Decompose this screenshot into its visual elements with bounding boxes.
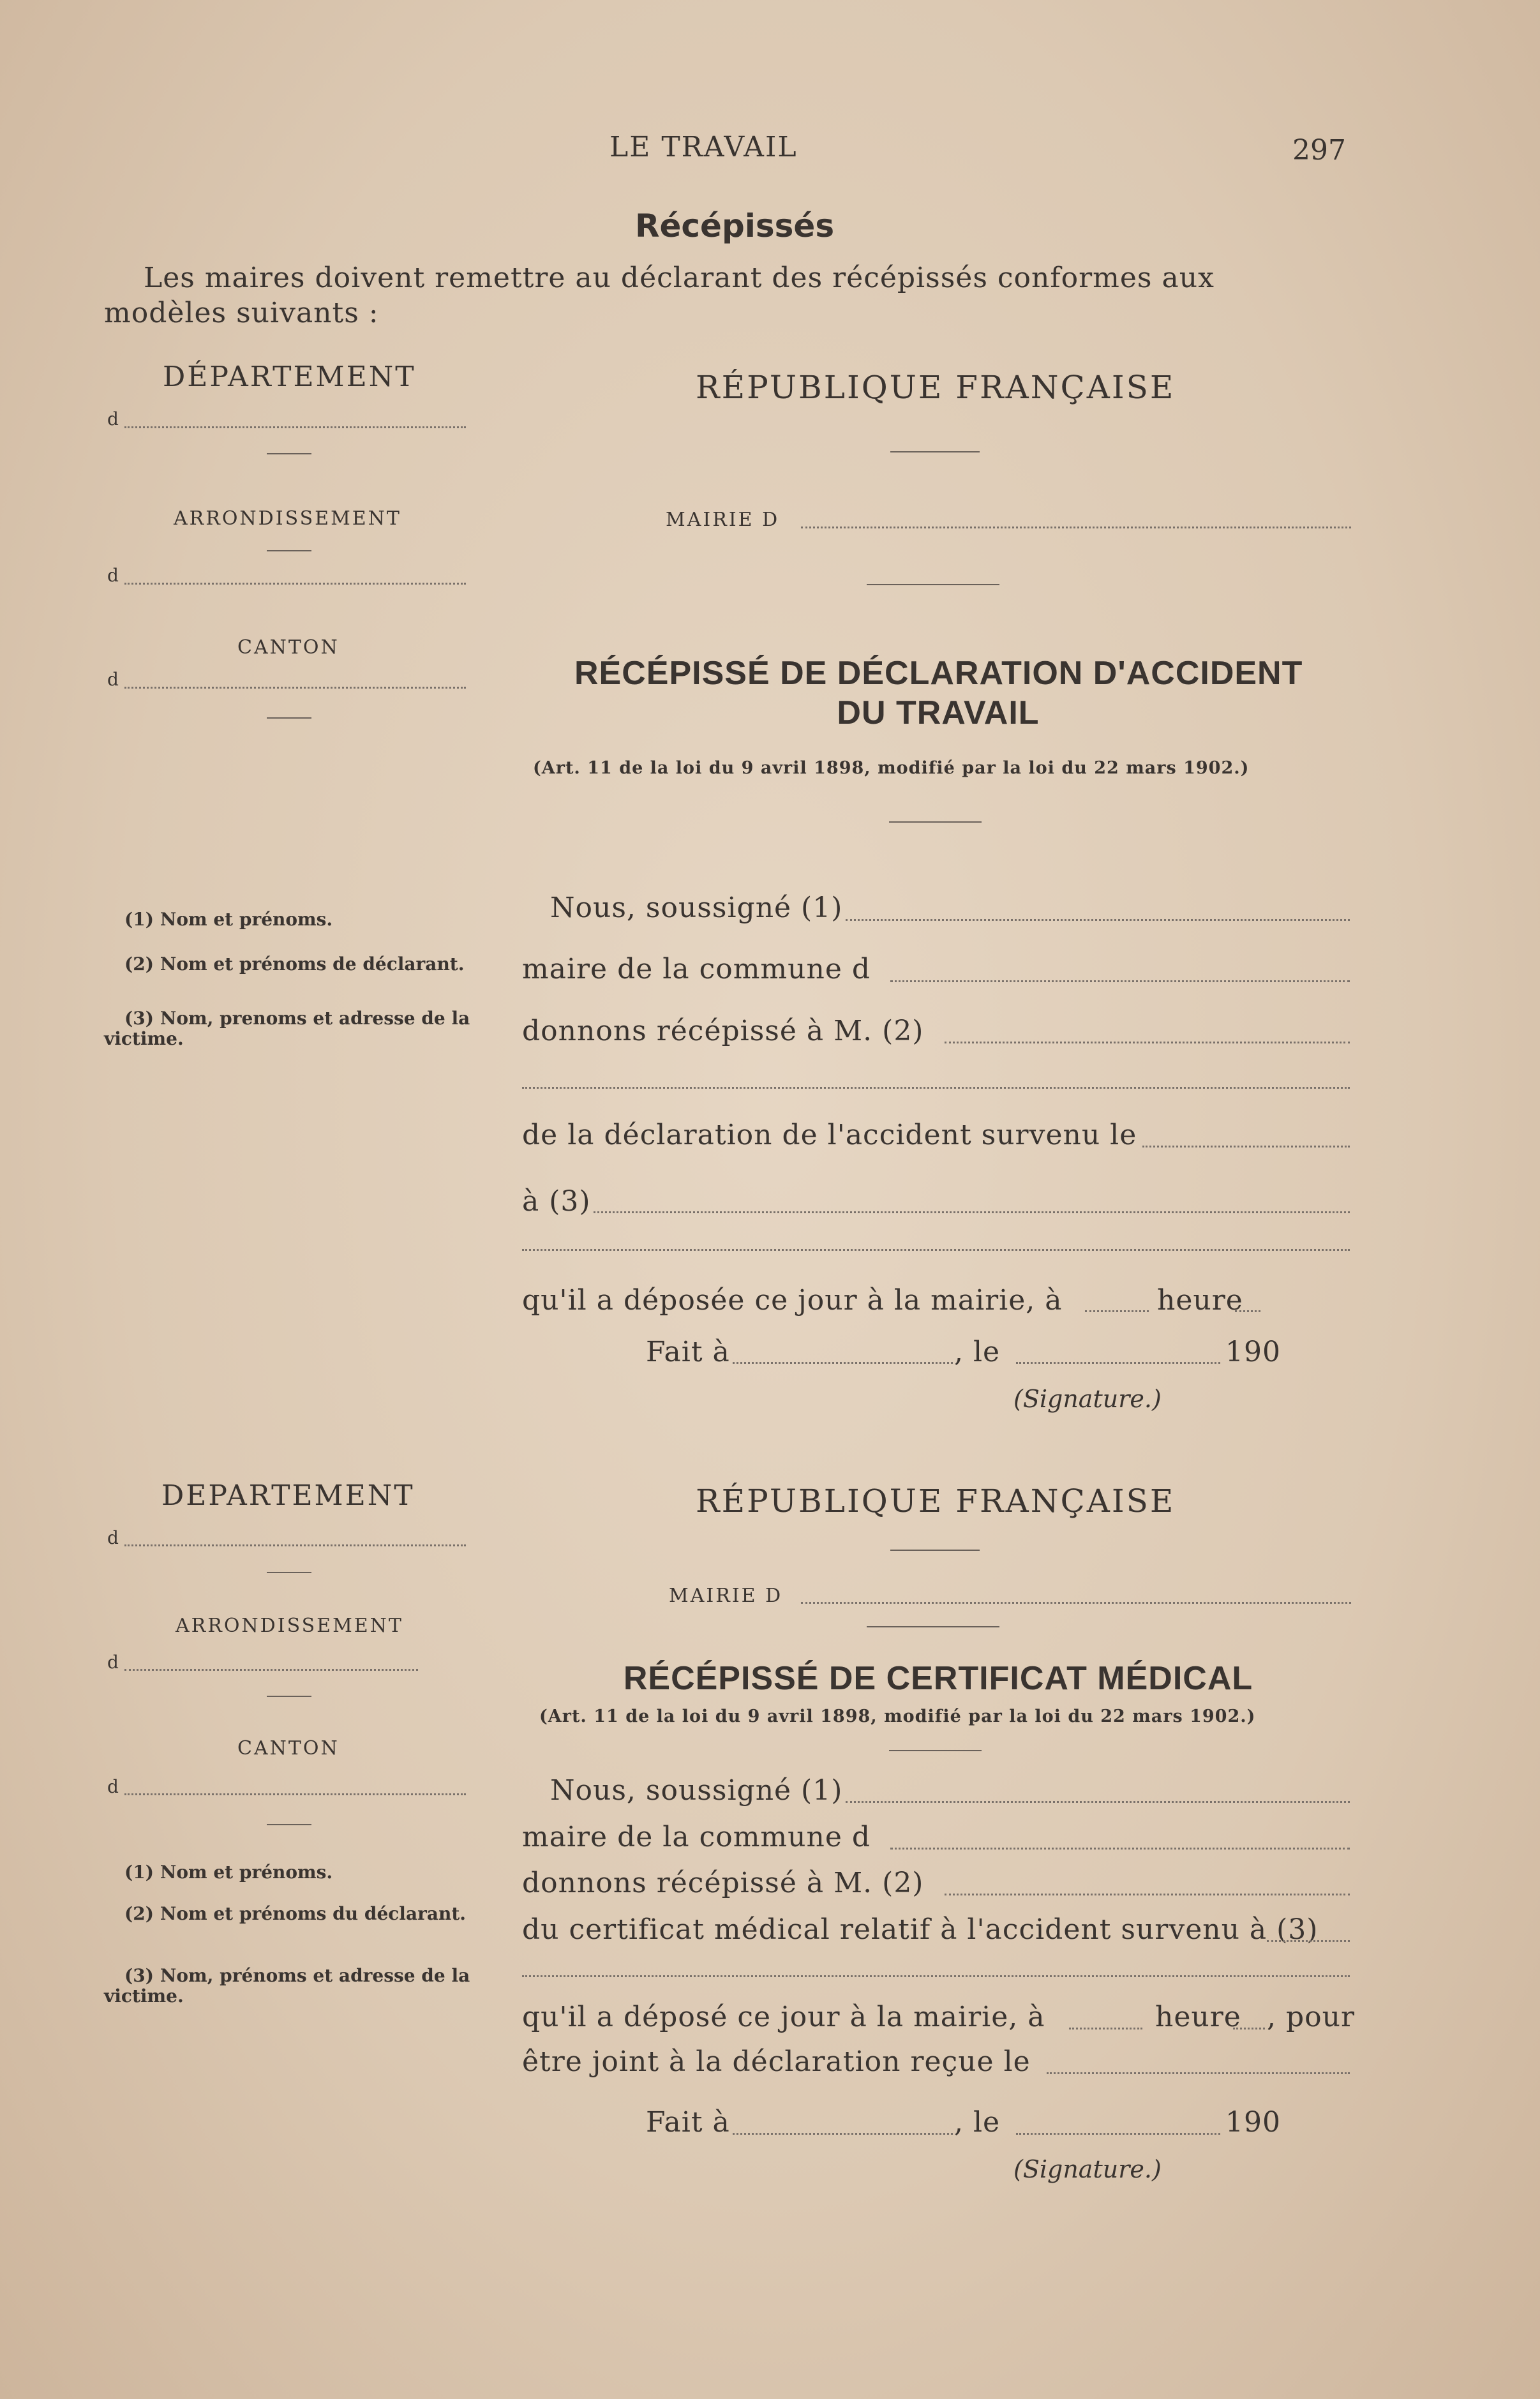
departement-label: DÉPARTEMENT xyxy=(163,361,416,393)
line-joint-declaration: être joint à la déclaration reçue le xyxy=(522,2045,1031,2078)
mairie-label: MAIRIE D xyxy=(666,509,780,531)
footnote-3: (3) Nom, prénoms et adresse de la victime. xyxy=(104,1965,470,2007)
republique-francaise: RÉPUBLIQUE FRANÇAISE xyxy=(696,1483,1176,1520)
separator xyxy=(267,453,311,454)
arrondissement-label: ARRONDISSEMENT xyxy=(174,507,401,530)
departement-blank xyxy=(124,426,466,428)
form-title: RÉCÉPISSÉ DE CERTIFICAT MÉDICAL xyxy=(623,1660,1253,1697)
blank-heure-suffix xyxy=(1235,1310,1260,1312)
line-maire-commune: maire de la commune d xyxy=(522,953,871,985)
separator xyxy=(890,1550,980,1551)
blank-victime xyxy=(1267,1940,1350,1942)
footnote-1: (1) Nom et prénoms. xyxy=(124,909,333,930)
blank-lieu xyxy=(733,1362,953,1364)
separator xyxy=(267,717,311,719)
blank-continuation xyxy=(522,1975,1350,1977)
mairie-blank xyxy=(801,1602,1351,1604)
blank-heure-suffix xyxy=(1233,2028,1265,2029)
separator xyxy=(867,1626,999,1627)
article-reference: (Art. 11 de la loi du 9 avril 1898, modifié par la loi du 22 mars 1902.) xyxy=(533,758,1250,778)
intro-line-2: modèles suivants : xyxy=(104,297,379,329)
signature-label: (Signature.) xyxy=(1013,2155,1162,2183)
arrondissement-label: ARRONDISSEMENT xyxy=(176,1615,403,1637)
section-title: Récépissés xyxy=(635,207,835,244)
heure-label: heure xyxy=(1155,2001,1241,2033)
line-certificat-medical: du certificat médical relatif à l'accident survenu à (3) xyxy=(522,1913,1319,1946)
canton-blank xyxy=(124,1793,466,1795)
blank-commune xyxy=(890,1848,1350,1850)
blank-continuation xyxy=(522,1249,1350,1251)
line-declaration-accident: de la déclaration de l'accident survenu le xyxy=(522,1119,1137,1151)
line-victime: à (3) xyxy=(522,1185,591,1218)
year-190: 190 xyxy=(1225,2106,1281,2139)
heure-label: heure xyxy=(1157,1284,1243,1317)
line-depose-mairie: qu'il a déposée ce jour à la mairie, à xyxy=(522,1284,1063,1317)
blank-lieu xyxy=(733,2133,953,2135)
canton-d: d xyxy=(107,1776,119,1797)
footnote-3: (3) Nom, prenoms et adresse de la victime. xyxy=(104,1008,470,1049)
canton-label: CANTON xyxy=(237,636,340,659)
canton-d: d xyxy=(107,669,119,690)
blank-nom xyxy=(846,1801,1350,1803)
mairie-blank xyxy=(801,527,1351,528)
line-donnons-recepisse: donnons récépissé à M. (2) xyxy=(522,1015,924,1047)
mairie-label: MAIRIE D xyxy=(669,1585,783,1607)
line-nous-soussigne: Nous, soussigné (1) xyxy=(550,892,843,924)
footnote-1: (1) Nom et prénoms. xyxy=(124,1862,333,1883)
separator xyxy=(267,1572,311,1573)
blank-declarant xyxy=(945,1894,1350,1895)
departement-blank xyxy=(124,1544,466,1546)
footnote-2: (2) Nom et prénoms de déclarant. xyxy=(124,953,465,975)
separator xyxy=(267,550,311,551)
arrondissement-blank xyxy=(124,583,466,585)
separator xyxy=(889,1750,982,1751)
departement-label: DEPARTEMENT xyxy=(161,1479,415,1512)
form-title-line-2: DU TRAVAIL xyxy=(837,694,1040,731)
canton-label: CANTON xyxy=(237,1737,340,1760)
blank-date xyxy=(1016,1362,1220,1364)
canton-blank xyxy=(124,687,466,689)
blank-commune xyxy=(890,980,1350,982)
le-label: , le xyxy=(954,2106,1001,2139)
arrondissement-d: d xyxy=(107,1652,119,1673)
line-nous-soussigne: Nous, soussigné (1) xyxy=(550,1774,843,1807)
intro-line-1: Les maires doivent remettre au déclarant des récépissés conformes aux xyxy=(144,262,1215,294)
fait-a-label: Fait à xyxy=(646,2106,730,2139)
separator xyxy=(867,584,999,585)
blank-victime xyxy=(594,1211,1350,1213)
blank-continuation xyxy=(522,1087,1350,1089)
fait-a-label: Fait à xyxy=(646,1336,730,1368)
footnote-2: (2) Nom et prénoms du déclarant. xyxy=(124,1903,467,1924)
arrondissement-blank xyxy=(124,1669,418,1671)
line-maire-commune: maire de la commune d xyxy=(522,1821,871,1853)
line-depose-mairie: qu'il a déposé ce jour à la mairie, à xyxy=(522,2001,1045,2033)
blank-nom xyxy=(846,919,1350,921)
signature-label: (Signature.) xyxy=(1013,1385,1162,1413)
separator xyxy=(889,821,982,823)
arrondissement-d: d xyxy=(107,565,119,586)
le-label: , le xyxy=(954,1336,1001,1368)
blank-date-reception xyxy=(1047,2072,1350,2074)
page-number: 297 xyxy=(1292,134,1346,167)
blank-declarant xyxy=(945,1042,1350,1043)
pour-label: , pour xyxy=(1267,2001,1355,2033)
blank-date xyxy=(1016,2133,1220,2135)
separator xyxy=(890,451,980,452)
year-190: 190 xyxy=(1225,1336,1281,1368)
line-donnons-recepisse: donnons récépissé à M. (2) xyxy=(522,1867,924,1899)
republique-francaise: RÉPUBLIQUE FRANÇAISE xyxy=(696,369,1176,406)
article-reference: (Art. 11 de la loi du 9 avril 1898, modifié par la loi du 22 mars 1902.) xyxy=(539,1707,1256,1726)
blank-heure xyxy=(1069,2028,1142,2029)
departement-d: d xyxy=(107,1527,119,1548)
running-title: LE TRAVAIL xyxy=(609,131,798,163)
separator xyxy=(267,1824,311,1825)
form-title-line-1: RÉCÉPISSÉ DE DÉCLARATION D'ACCIDENT xyxy=(574,655,1303,692)
blank-heure xyxy=(1085,1310,1149,1312)
separator xyxy=(267,1696,311,1697)
blank-date-accident xyxy=(1142,1146,1350,1147)
departement-d: d xyxy=(107,408,119,430)
